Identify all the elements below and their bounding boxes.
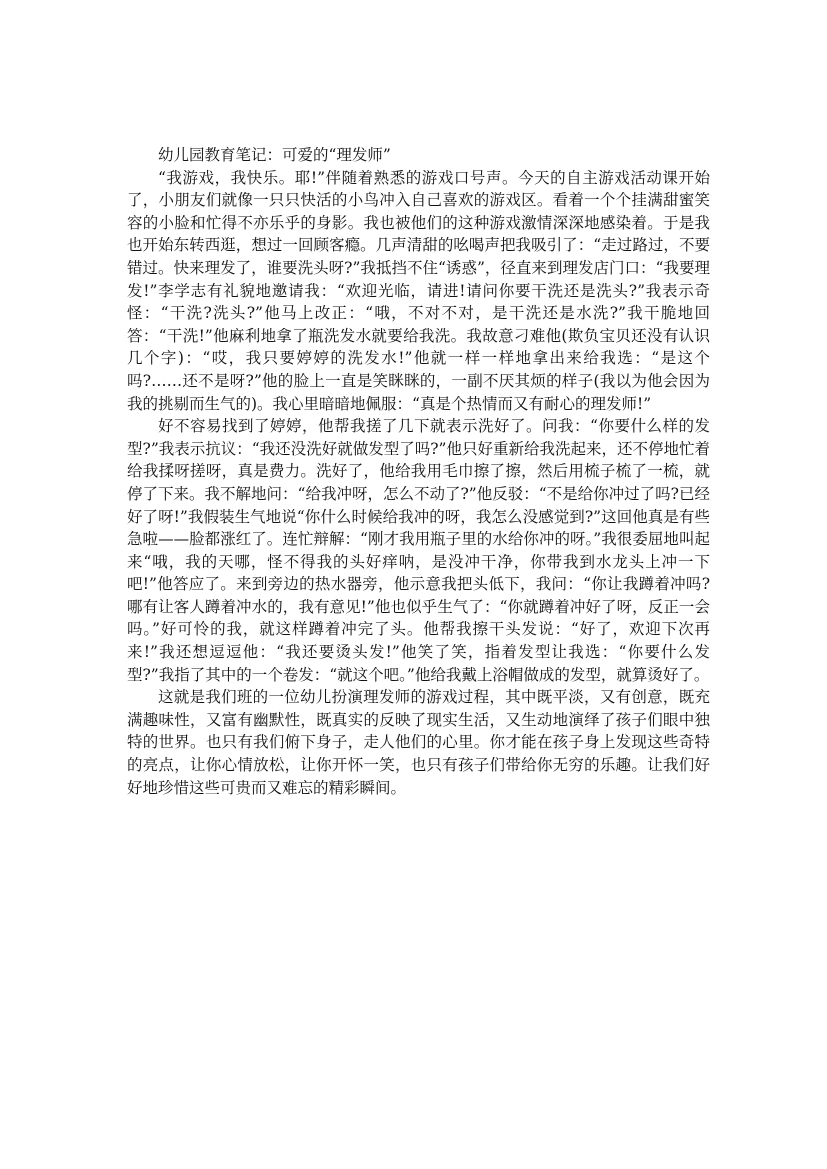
paragraph-2: 好不容易找到了婷婷，他帮我搓了几下就表示洗好了。问我：“你要什么样的发型?”我表示抗议：“我还没洗好就做发型了吗?”他只好重新给我洗起来，还不停地忙着给我揉呀搓呀，真是费力。洗好了，他给我用毛巾擦了擦，然后用梳子梳了一梳，就停了下来。我不解地问：“给我冲呀，怎么不动了?”他反驳：“不是给你冲过了吗?已经好了呀!”我假装生气地说“你什么时候给我冲的呀，我怎么没感觉到?”这回他真是有些急啦——脸都涨红了。连忙辩解：“刚才我用瓶子里的水给你冲的呀。”我很委屈地叫起来“哦，我的天哪，怪不得我的头好痒呐，是没冲干净，你带我到水龙头上冲一下吧!”他答应了。来到旁边的热水器旁，他示意我把头低下，我问：“你让我蹲着冲吗?哪有让客人蹲着冲水的，我有意见!”他也似乎生气了：“你就蹲着冲好了呀，反正一会吗。”好可怜的我，就这样蹲着冲完了头。他帮我擦干头发说：“好了，欢迎下次再来!”我还想逗逗他：“我还要烫头发!”他笑了笑，指着发型让我选：“你要什么发型?”我指了其中的一个卷发：“就这个吧。”他给我戴上浴帽做成的发型，就算烫好了。 [127,417,710,684]
document-title: 幼儿园教育笔记：可爱的“理发师” [158,146,391,164]
document-body [127,144,710,799]
paragraph-1: “我游戏，我快乐。耶!”伴随着熟悉的游戏口号声。今天的自主游戏活动课开始了，小朋友们就像一只只快活的小鸟冲入自己喜欢的游戏区。看着一个个挂满甜蜜笑容的小脸和忙得不亦乐乎的身影。我也被他们的这种游戏激情深深地感染着。于是我也开始东转西逛，想过一回顾客瘾。几声清甜的吆喝声把我吸引了：“走过路过，不要错过。快来理发了，谁要洗头呀?”我抵挡不住“诱惑”，径直来到理发店门口：“我要理发!”李学志有礼貌地邀请我：“欢迎光临，请进!请问你要干洗还是洗头?”我表示奇怪：“干洗?洗头?”他马上改正：“哦，不对不对，是干洗还是水洗?”我干脆地回答：“干洗!”他麻利地拿了瓶洗发水就要给我洗。我故意刁难他(欺负宝贝还没有认识几个字)：“哎，我只要婷婷的洗发水!”他就一样一样地拿出来给我选：“是这个吗?……还不是呀?”他的脸上一直是笑眯眯的，一副不厌其烦的样子(我以为他会因为我的挑剔而生气的)。我心里暗暗地佩服：“真是个热情而又有耐心的理发师!” [127,168,710,413]
paragraph-3: 这就是我们班的一位幼儿扮演理发师的游戏过程，其中既平淡，又有创意，既充满趣味性，又富有幽默性，既真实的反映了现实生活，又生动地演绎了孩子们眼中独特的世界。也只有我们俯下身子，走人他们的心里。你才能在孩子身上发现这些奇特的亮点，让你心情放松，让你开怀一笑，也只有孩子们带给你无穷的乐趣。让我们好好地珍惜这些可贵而又难忘的精彩瞬间。 [127,688,710,797]
